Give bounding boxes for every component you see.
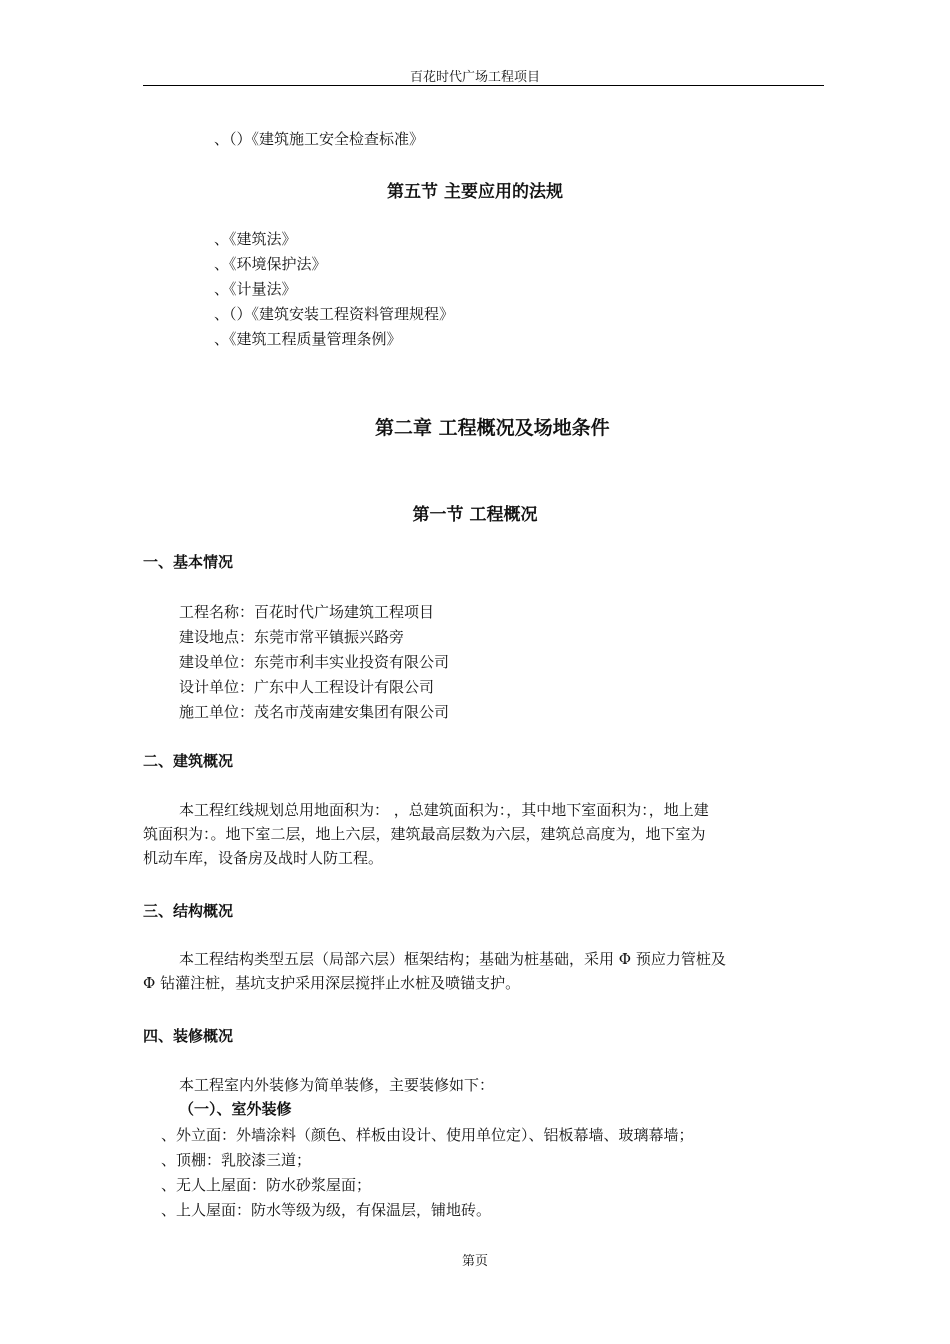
list-item: 、无人上屋面：防水砂浆屋面； [161, 1176, 372, 1194]
info-line: 建设单位：东莞市利丰实业投资有限公司 [179, 653, 450, 671]
paragraph-line: 本工程结构类型五层（局部六层）框架结构；基础为桩基础，采用 Φ 预应力管桩及 [179, 950, 726, 968]
list-item: 、《环境保护法》 [214, 255, 327, 273]
paragraph-line: 本工程红线规划总用地面积为： ，总建筑面积为：，其中地下室面积为：，地上建 [179, 801, 709, 819]
section-title: 第一节 工程概况 [412, 505, 538, 525]
list-item: 、（）《建筑安装工程资料管理规程》 [214, 305, 455, 323]
subsection-heading: 一、基本情况 [143, 553, 234, 571]
subsection-heading: 四、装修概况 [143, 1027, 234, 1045]
page-header: 百花时代广场工程项目 [409, 70, 540, 85]
list-item: 、上人屋面：防水等级为级，有保温层，铺地砖。 [161, 1201, 492, 1219]
paragraph-line: Φ 钻灌注桩，基坑支护采用深层搅拌止水桩及喷锚支护。 [143, 974, 521, 992]
sub-heading: （一）、室外装修 [179, 1100, 292, 1118]
page-number: 第页 [461, 1254, 488, 1269]
info-line: 建设地点：东莞市常平镇振兴路旁 [179, 628, 405, 646]
paragraph-line: 机动车库，设备房及战时人防工程。 [143, 849, 384, 867]
info-line: 工程名称：百花时代广场建筑工程项目 [179, 603, 435, 621]
section-title: 第五节 主要应用的法规 [387, 182, 563, 202]
paragraph-line: 本工程室内外装修为简单装修，主要装修如下： [179, 1076, 495, 1094]
info-line: 施工单位：茂名市茂南建安集团有限公司 [179, 703, 450, 721]
list-item: 、外立面：外墙涂料（颜色、样板由设计、使用单位定）、铝板幕墙、玻璃幕墙； [161, 1126, 694, 1144]
subsection-heading: 三、结构概况 [143, 902, 234, 920]
list-item: 、顶棚：乳胶漆三道； [161, 1151, 312, 1169]
list-item: 、《建筑法》 [214, 230, 297, 248]
header-rule [143, 85, 824, 86]
paragraph [143, 798, 824, 870]
info-line: 设计单位：广东中人工程设计有限公司 [179, 678, 435, 696]
chapter-title: 第二章 工程概况及场地条件 [375, 417, 610, 439]
list-item: 、《计量法》 [214, 280, 297, 298]
list-item: 、《建筑工程质量管理条例》 [214, 330, 402, 348]
paragraph [143, 947, 824, 995]
subsection-heading: 二、建筑概况 [143, 752, 234, 770]
paragraph-line: 筑面积为：。地下室二层，地上六层，建筑最高层数为六层，建筑总高度为，地下室为 [143, 825, 706, 843]
list-item: 、（）《建筑施工安全检查标准》 [214, 130, 425, 148]
